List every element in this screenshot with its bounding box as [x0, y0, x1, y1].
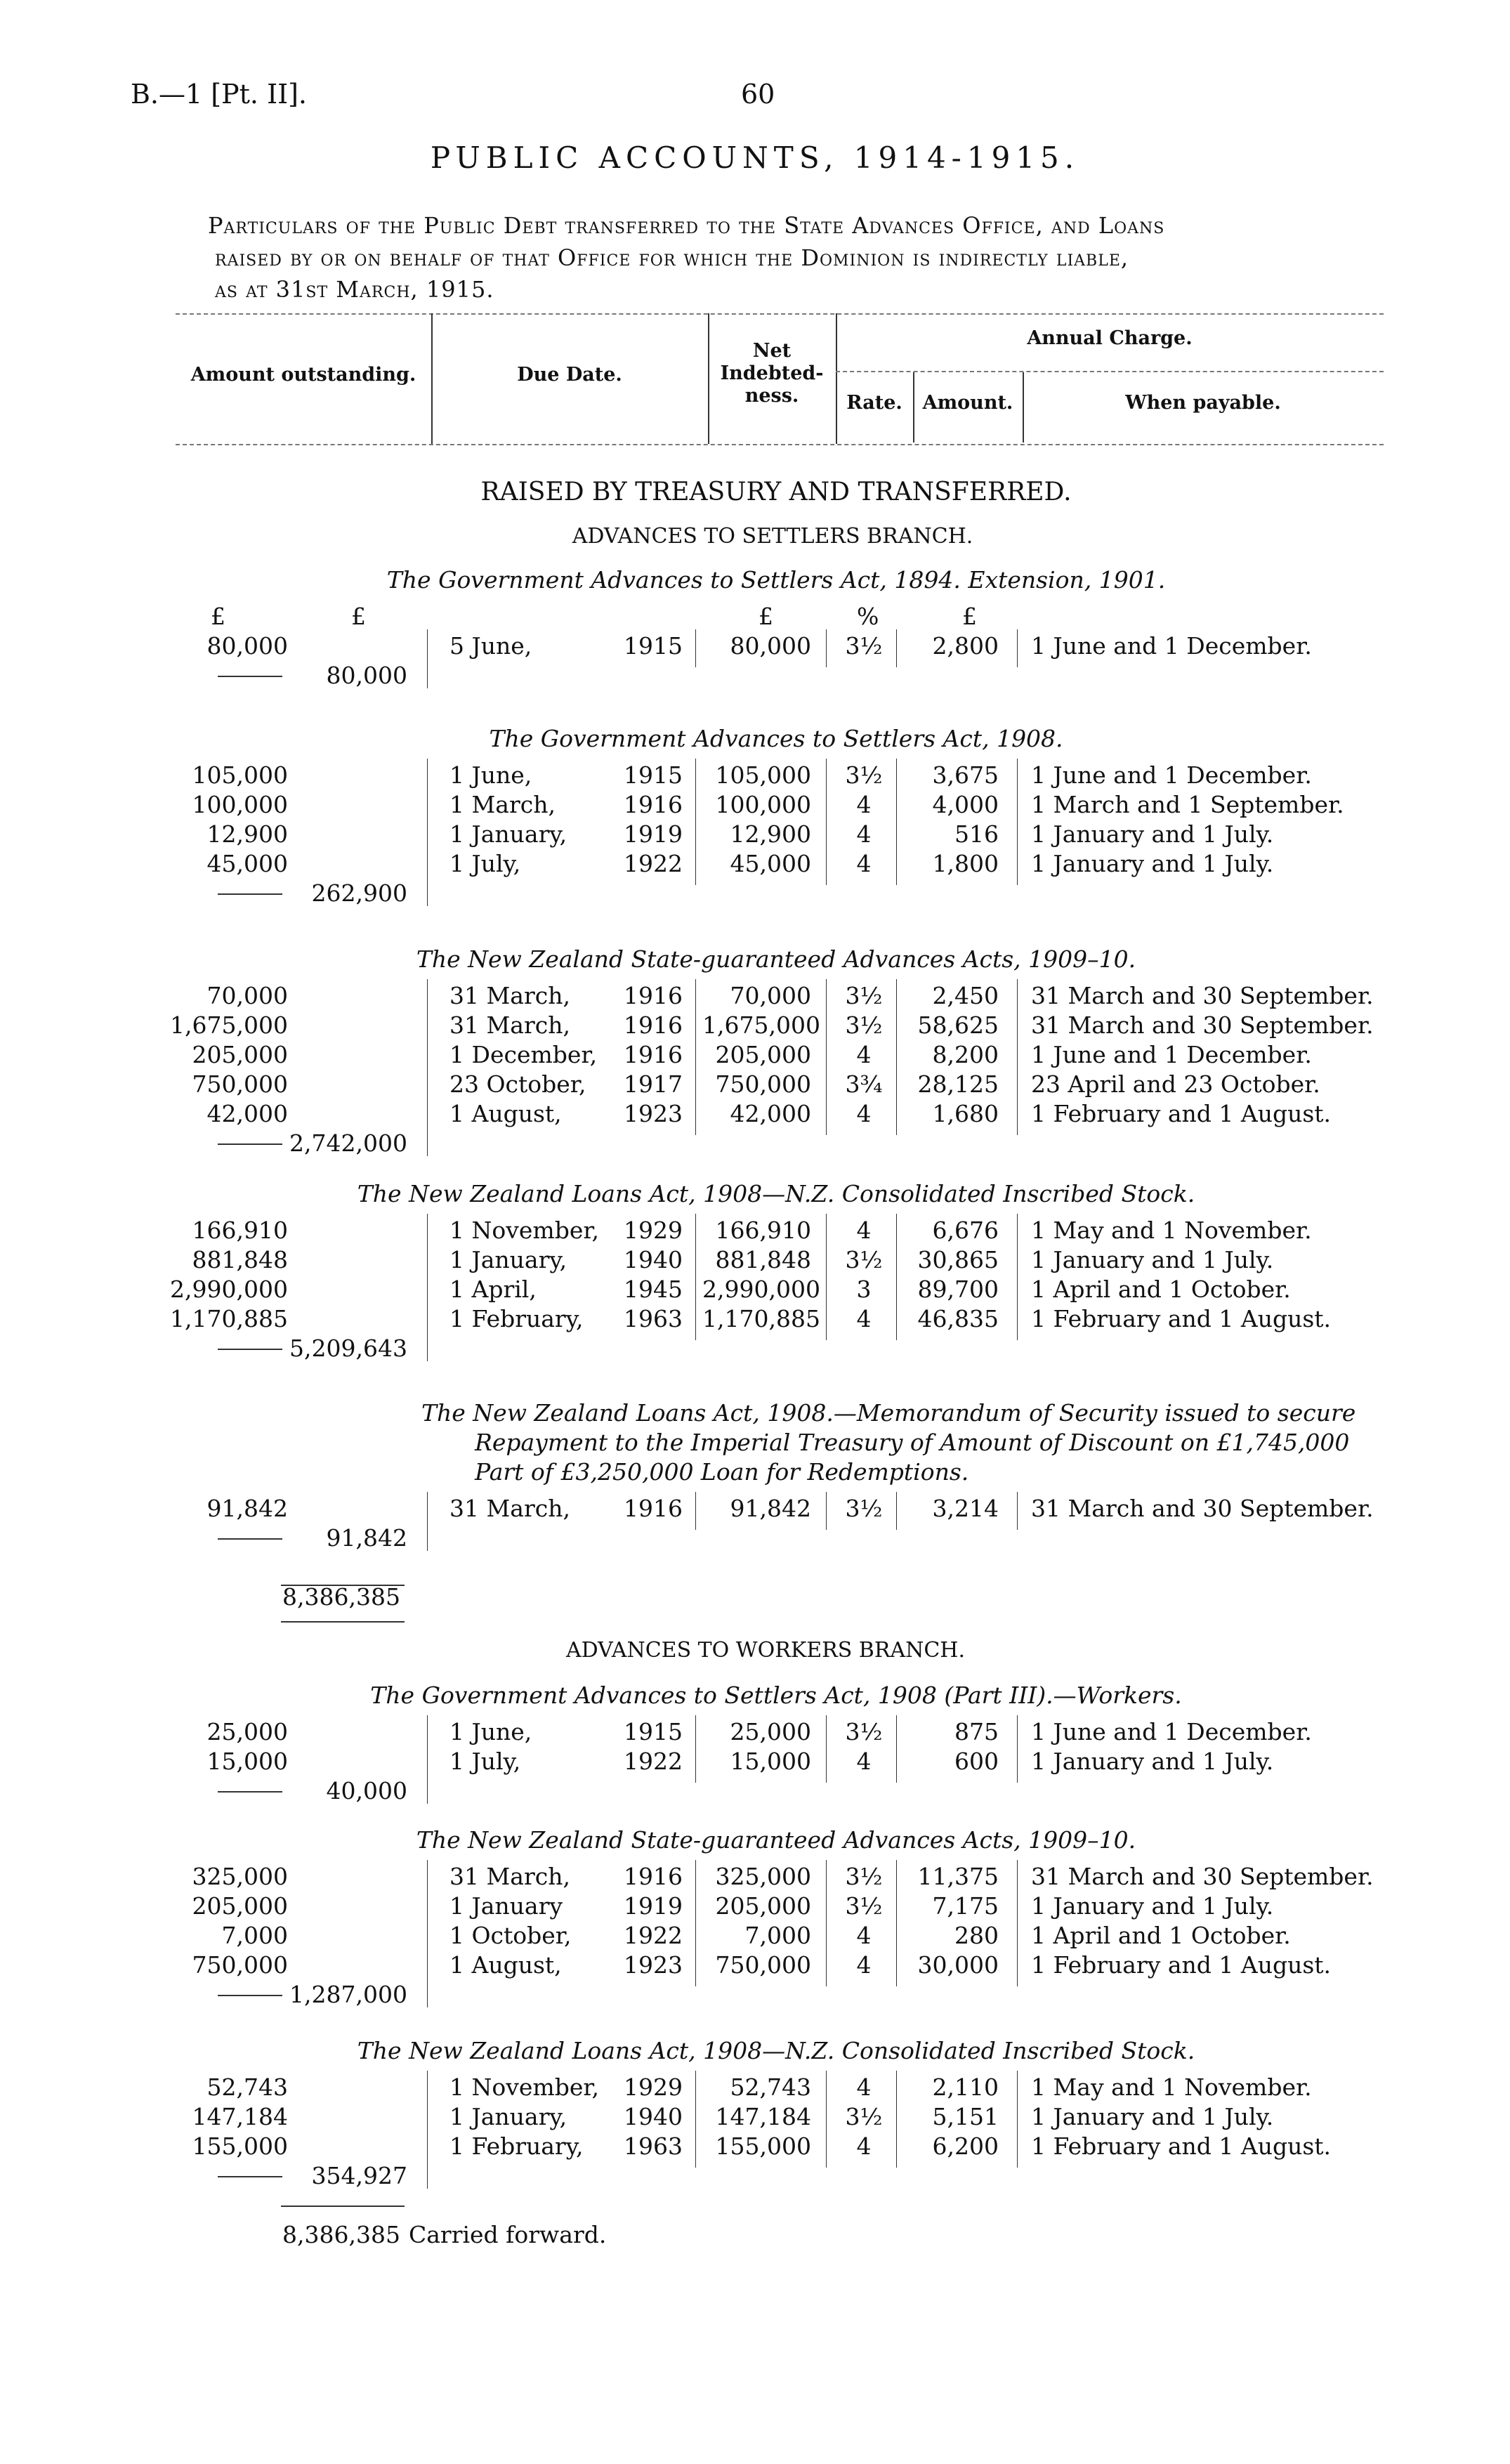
intro-line-2: raised by or on behalf of that Office for which the Dominion is indirectly liable, — [215, 244, 1129, 271]
net-indebtedness: 166,910 — [715, 1217, 811, 1244]
amount-outstanding: 881,848 — [192, 1246, 288, 1273]
interest-rate: 3½ — [845, 1011, 883, 1039]
when-payable: 31 March and 30 September. — [1031, 1011, 1374, 1039]
due-year: 1916 — [624, 1041, 683, 1068]
when-payable: 1 June and 1 December. — [1031, 632, 1312, 660]
interest-rate: 3½ — [845, 1892, 883, 1920]
when-payable: 23 April and 23 October. — [1031, 1070, 1320, 1098]
amount-outstanding: 52,743 — [206, 2073, 288, 2101]
when-payable: 1 June and 1 December. — [1031, 1718, 1312, 1745]
annual-amount: 2,450 — [932, 982, 999, 1009]
amount-outstanding: 1,170,885 — [170, 1305, 288, 1332]
annual-amount: 8,200 — [932, 1041, 999, 1068]
amount-outstanding: 42,000 — [206, 1100, 288, 1127]
net-indebtedness: 52,743 — [730, 2073, 811, 2101]
amount-outstanding: 100,000 — [192, 791, 288, 818]
due-year: 1916 — [624, 791, 683, 818]
due-day-month: 1 January, — [449, 1246, 567, 1273]
amount-outstanding: 25,000 — [206, 1718, 288, 1745]
column-divider — [1017, 629, 1018, 667]
due-year: 1963 — [624, 1305, 683, 1332]
net-indebtedness: 1,170,885 — [702, 1305, 820, 1332]
block-subtotal: 40,000 — [326, 1777, 407, 1804]
net-indebtedness: 70,000 — [730, 982, 811, 1009]
page-reference: B.—1 [Pt. II]. — [131, 79, 308, 110]
when-payable: 1 March and 1 September. — [1031, 791, 1344, 818]
net-indebtedness: 205,000 — [715, 1892, 811, 1920]
interest-rate: 3½ — [845, 982, 883, 1009]
when-payable: 1 June and 1 December. — [1031, 761, 1312, 789]
due-year: 1923 — [624, 1951, 683, 1979]
section-workers: ADVANCES TO WORKERS BRANCH. — [565, 1638, 966, 1663]
annual-amount: 600 — [954, 1748, 999, 1775]
when-payable: 1 February and 1 August. — [1031, 1100, 1332, 1127]
column-divider — [826, 1492, 827, 1530]
annual-amount: 7,175 — [932, 1892, 999, 1920]
due-day-month: 1 June, — [449, 761, 532, 789]
interest-rate: 4 — [856, 1100, 872, 1127]
annual-amount: 280 — [954, 1922, 999, 1949]
annual-rule — [836, 371, 1384, 372]
amount-outstanding: 205,000 — [192, 1892, 288, 1920]
block-subtotal: 1,287,000 — [289, 1981, 407, 2008]
unit-label: £ — [351, 603, 366, 630]
column-divider — [427, 629, 428, 688]
due-day-month: 1 August, — [449, 1100, 562, 1127]
interest-rate: 3½ — [845, 632, 883, 660]
due-day-month: 5 June, — [449, 632, 532, 660]
net-indebtedness: 750,000 — [715, 1951, 811, 1979]
due-day-month: 1 March, — [449, 791, 556, 818]
due-year: 1916 — [624, 1863, 683, 1890]
due-year: 1923 — [624, 1100, 683, 1127]
net-indebtedness: 155,000 — [715, 2132, 811, 2160]
column-divider — [826, 1860, 827, 1986]
when-payable: 1 May and 1 November. — [1031, 1217, 1312, 1244]
column-divider — [896, 759, 897, 885]
column-divider — [427, 1860, 428, 2007]
net-indebtedness: 105,000 — [715, 761, 811, 789]
column-divider — [896, 629, 897, 667]
block-subtotal: 91,842 — [326, 1524, 407, 1552]
annual-amount: 30,865 — [917, 1246, 999, 1273]
col-annual-charge: Annual Charge. — [1027, 327, 1193, 349]
interest-rate: 4 — [856, 2073, 872, 2101]
net-indebtedness: 25,000 — [730, 1718, 811, 1745]
interest-rate: 4 — [856, 791, 872, 818]
when-payable: 31 March and 30 September. — [1031, 982, 1374, 1009]
intro-line-1: Particulars of the Public Debt transferred to the State Advances Office, and Loans — [208, 212, 1165, 239]
due-day-month: 1 April, — [449, 1276, 537, 1303]
column-divider — [826, 629, 827, 667]
page-number: 60 — [741, 79, 775, 110]
interest-rate: 3½ — [845, 1246, 883, 1273]
unit-label: % — [857, 603, 879, 630]
due-day-month: 1 August, — [449, 1951, 562, 1979]
interest-rate: 3½ — [845, 1495, 883, 1522]
amount-outstanding: 147,184 — [192, 2103, 288, 2130]
due-year: 1922 — [624, 850, 683, 877]
column-divider — [695, 2071, 696, 2168]
due-year: 1916 — [624, 1011, 683, 1039]
annual-amount: 6,676 — [932, 1217, 999, 1244]
col-net-2: Indebted- — [720, 362, 824, 384]
annual-amount: 1,800 — [932, 850, 999, 877]
due-day-month: 1 January, — [449, 820, 567, 848]
net-indebtedness: 750,000 — [715, 1070, 811, 1098]
column-divider — [695, 1860, 696, 1986]
amount-outstanding: 80,000 — [206, 632, 288, 660]
due-day-month: 1 October, — [449, 1922, 572, 1949]
due-year: 1963 — [624, 2132, 683, 2160]
column-divider — [695, 979, 696, 1135]
interest-rate: 4 — [856, 1041, 872, 1068]
interest-rate: 4 — [856, 1305, 872, 1332]
when-payable: 1 January and 1 July. — [1031, 1246, 1274, 1273]
rule — [281, 2206, 405, 2207]
column-divider — [695, 1492, 696, 1530]
annual-amount: 1,680 — [932, 1100, 999, 1127]
column-divider — [896, 1492, 897, 1530]
due-year: 1945 — [624, 1276, 683, 1303]
col-net-3: ness. — [744, 385, 799, 407]
when-payable: 31 March and 30 September. — [1031, 1495, 1374, 1522]
due-day-month: 1 January, — [449, 2103, 567, 2130]
due-day-month: 1 June, — [449, 1718, 532, 1745]
interest-rate: 4 — [856, 820, 872, 848]
column-divider — [427, 759, 428, 906]
due-day-month: 1 November, — [449, 1217, 599, 1244]
interest-rate: 3½ — [845, 2103, 883, 2130]
column-divider — [826, 2071, 827, 2168]
annual-amount: 2,800 — [932, 632, 999, 660]
due-year: 1929 — [624, 1217, 683, 1244]
annual-amount: 2,110 — [932, 2073, 999, 2101]
act-title: The New Zealand Loans Act, 1908.—Memorandum of Security issued to secure — [421, 1399, 1356, 1427]
due-year: 1919 — [624, 1892, 683, 1920]
interest-rate: 4 — [856, 1748, 872, 1775]
net-indebtedness: 91,842 — [730, 1495, 811, 1522]
amount-outstanding: 1,675,000 — [170, 1011, 288, 1039]
due-day-month: 31 March, — [449, 1011, 570, 1039]
when-payable: 1 January and 1 July. — [1031, 850, 1274, 877]
when-payable: 1 January and 1 July. — [1031, 1892, 1274, 1920]
amount-outstanding: 205,000 — [192, 1041, 288, 1068]
act-title: The Government Advances to Settlers Act, 1908. — [489, 725, 1063, 752]
interest-rate: 4 — [856, 1217, 872, 1244]
column-divider — [1017, 1715, 1018, 1783]
when-payable: 1 January and 1 July. — [1031, 820, 1274, 848]
annual-amount: 11,375 — [917, 1863, 999, 1890]
due-day-month: 23 October, — [449, 1070, 586, 1098]
annual-amount: 58,625 — [917, 1011, 999, 1039]
column-divider — [896, 2071, 897, 2168]
amount-outstanding: 7,000 — [221, 1922, 288, 1949]
settlers-branch-total: 8,386,385 — [282, 1583, 400, 1611]
net-indebtedness: 80,000 — [730, 632, 811, 660]
due-day-month: 31 March, — [449, 982, 570, 1009]
when-payable: 1 May and 1 November. — [1031, 2073, 1312, 2101]
column-divider — [427, 979, 428, 1156]
due-year: 1940 — [624, 1246, 683, 1273]
amount-outstanding: 155,000 — [192, 2132, 288, 2160]
interest-rate: 3¾ — [845, 1070, 883, 1098]
unit-label: £ — [962, 603, 977, 630]
due-day-month: 1 November, — [449, 2073, 599, 2101]
col-when-payable: When payable. — [1125, 392, 1281, 414]
column-divider — [427, 1715, 428, 1804]
net-indebtedness: 205,000 — [715, 1041, 811, 1068]
annual-amount: 46,835 — [917, 1305, 999, 1332]
due-day-month: 1 February, — [449, 1305, 584, 1332]
amount-outstanding: 15,000 — [206, 1748, 288, 1775]
due-day-month: 1 December, — [449, 1041, 598, 1068]
act-title: Repayment to the Imperial Treasury of Amount of Discount on £1,745,000 — [475, 1429, 1350, 1456]
due-year: 1929 — [624, 2073, 683, 2101]
when-payable: 1 April and 1 October. — [1031, 1276, 1291, 1303]
net-indebtedness: 1,675,000 — [702, 1011, 820, 1039]
annual-amount: 875 — [954, 1718, 999, 1745]
column-divider — [695, 1715, 696, 1783]
due-year: 1940 — [624, 2103, 683, 2130]
act-title: The Government Advances to Settlers Act, 1894. Extension, 1901. — [386, 566, 1166, 594]
column-divider — [1017, 2071, 1018, 2168]
column-divider — [826, 759, 827, 885]
amount-outstanding: 45,000 — [206, 850, 288, 877]
annual-amount: 5,151 — [932, 2103, 999, 2130]
unit-label: £ — [211, 603, 225, 630]
act-title: The New Zealand Loans Act, 1908—N.Z. Consolidated Inscribed Stock. — [357, 1180, 1195, 1207]
interest-rate: 3½ — [845, 1718, 883, 1745]
amount-outstanding: 325,000 — [192, 1863, 288, 1890]
due-year: 1922 — [624, 1748, 683, 1775]
when-payable: 1 April and 1 October. — [1031, 1922, 1291, 1949]
column-divider — [896, 1715, 897, 1783]
when-payable: 1 February and 1 August. — [1031, 2132, 1332, 2160]
annual-amount: 89,700 — [917, 1276, 999, 1303]
due-day-month: 31 March, — [449, 1495, 570, 1522]
act-title: The New Zealand Loans Act, 1908—N.Z. Consolidated Inscribed Stock. — [357, 2037, 1195, 2064]
when-payable: 1 January and 1 July. — [1031, 1748, 1274, 1775]
column-divider — [1017, 1860, 1018, 1986]
block-subtotal: 354,927 — [311, 2162, 407, 2189]
due-year: 1916 — [624, 982, 683, 1009]
when-payable: 1 February and 1 August. — [1031, 1951, 1332, 1979]
interest-rate: 4 — [856, 2132, 872, 2160]
amount-outstanding: 750,000 — [192, 1070, 288, 1098]
interest-rate: 4 — [856, 1951, 872, 1979]
column-divider — [695, 1214, 696, 1340]
net-indebtedness: 42,000 — [730, 1100, 811, 1127]
column-divider — [826, 979, 827, 1135]
annual-amount: 516 — [954, 820, 999, 848]
due-day-month: 1 February, — [449, 2132, 584, 2160]
when-payable: 1 February and 1 August. — [1031, 1305, 1332, 1332]
due-year: 1915 — [624, 761, 683, 789]
annual-amount: 6,200 — [932, 2132, 999, 2160]
due-year: 1916 — [624, 1495, 683, 1522]
intro-line-3: as at 31st March, 1915. — [215, 276, 494, 303]
due-year: 1919 — [624, 820, 683, 848]
column-divider — [896, 1860, 897, 1986]
column-divider — [896, 979, 897, 1135]
block-subtotal: 5,209,643 — [289, 1335, 407, 1362]
rule — [281, 1621, 405, 1623]
act-title: Part of £3,250,000 Loan for Redemptions. — [475, 1458, 969, 1486]
amount-outstanding: 105,000 — [192, 761, 288, 789]
carried-forward-label: Carried forward. — [409, 2221, 607, 2248]
act-title: The Government Advances to Settlers Act, 1908 (Part III).—Workers. — [370, 1682, 1182, 1709]
column-divider — [826, 1214, 827, 1340]
column-divider — [1017, 759, 1018, 885]
col-amount: Amount. — [922, 392, 1013, 414]
column-divider — [427, 2071, 428, 2189]
header-bottom-rule — [176, 444, 1384, 445]
column-divider — [1017, 979, 1018, 1135]
amount-outstanding: 166,910 — [192, 1217, 288, 1244]
column-divider — [896, 1214, 897, 1340]
annual-amount: 3,214 — [932, 1495, 999, 1522]
page-title: PUBLIC ACCOUNTS, 1914-1915. — [430, 140, 1080, 175]
header-top-rule — [176, 313, 1384, 315]
col-due-date: Due Date. — [517, 364, 622, 386]
annual-amount: 3,675 — [932, 761, 999, 789]
annual-amount: 4,000 — [932, 791, 999, 818]
carried-forward-amount: 8,386,385 — [282, 2221, 400, 2248]
due-day-month: 1 January — [449, 1892, 563, 1920]
amount-outstanding: 750,000 — [192, 1951, 288, 1979]
interest-rate: 4 — [856, 1922, 872, 1949]
interest-rate: 3 — [856, 1276, 872, 1303]
column-divider — [695, 629, 696, 667]
net-indebtedness: 15,000 — [730, 1748, 811, 1775]
when-payable: 1 June and 1 December. — [1031, 1041, 1312, 1068]
interest-rate: 3½ — [845, 1863, 883, 1890]
due-day-month: 1 July, — [449, 850, 521, 877]
amount-outstanding: 70,000 — [206, 982, 288, 1009]
amount-outstanding: 91,842 — [206, 1495, 288, 1522]
column-divider — [427, 1492, 428, 1551]
block-subtotal: 80,000 — [326, 662, 407, 689]
block-subtotal: 2,742,000 — [289, 1129, 407, 1157]
section-settlers: ADVANCES TO SETTLERS BRANCH. — [572, 524, 973, 549]
column-divider — [695, 759, 696, 885]
due-day-month: 31 March, — [449, 1863, 570, 1890]
interest-rate: 4 — [856, 850, 872, 877]
due-year: 1915 — [624, 632, 683, 660]
col-net-1: Net — [752, 340, 792, 362]
annual-amount: 28,125 — [917, 1070, 999, 1098]
column-divider — [427, 1214, 428, 1361]
due-year: 1917 — [624, 1070, 683, 1098]
column-divider — [1017, 1214, 1018, 1340]
act-title: The New Zealand State-guaranteed Advances Acts, 1909–10. — [416, 945, 1136, 973]
due-year: 1922 — [624, 1922, 683, 1949]
net-indebtedness: 325,000 — [715, 1863, 811, 1890]
net-indebtedness: 12,900 — [730, 820, 811, 848]
due-day-month: 1 July, — [449, 1748, 521, 1775]
when-payable: 31 March and 30 September. — [1031, 1863, 1374, 1890]
net-indebtedness: 881,848 — [715, 1246, 811, 1273]
due-year: 1915 — [624, 1718, 683, 1745]
annual-amount: 30,000 — [917, 1951, 999, 1979]
interest-rate: 3½ — [845, 761, 883, 789]
act-title: The New Zealand State-guaranteed Advances Acts, 1909–10. — [416, 1826, 1136, 1854]
column-divider — [826, 1715, 827, 1783]
col-amount-outstanding: Amount outstanding. — [190, 364, 416, 386]
section-treasury: RAISED BY TREASURY AND TRANSFERRED. — [480, 478, 1072, 506]
column-divider — [1017, 1492, 1018, 1530]
net-indebtedness: 147,184 — [715, 2103, 811, 2130]
net-indebtedness: 2,990,000 — [702, 1276, 820, 1303]
when-payable: 1 January and 1 July. — [1031, 2103, 1274, 2130]
unit-label: £ — [759, 603, 773, 630]
net-indebtedness: 100,000 — [715, 791, 811, 818]
net-indebtedness: 7,000 — [744, 1922, 811, 1949]
amount-outstanding: 2,990,000 — [170, 1276, 288, 1303]
net-indebtedness: 45,000 — [730, 850, 811, 877]
col-rate: Rate. — [846, 392, 902, 414]
block-subtotal: 262,900 — [311, 879, 407, 907]
amount-outstanding: 12,900 — [206, 820, 288, 848]
